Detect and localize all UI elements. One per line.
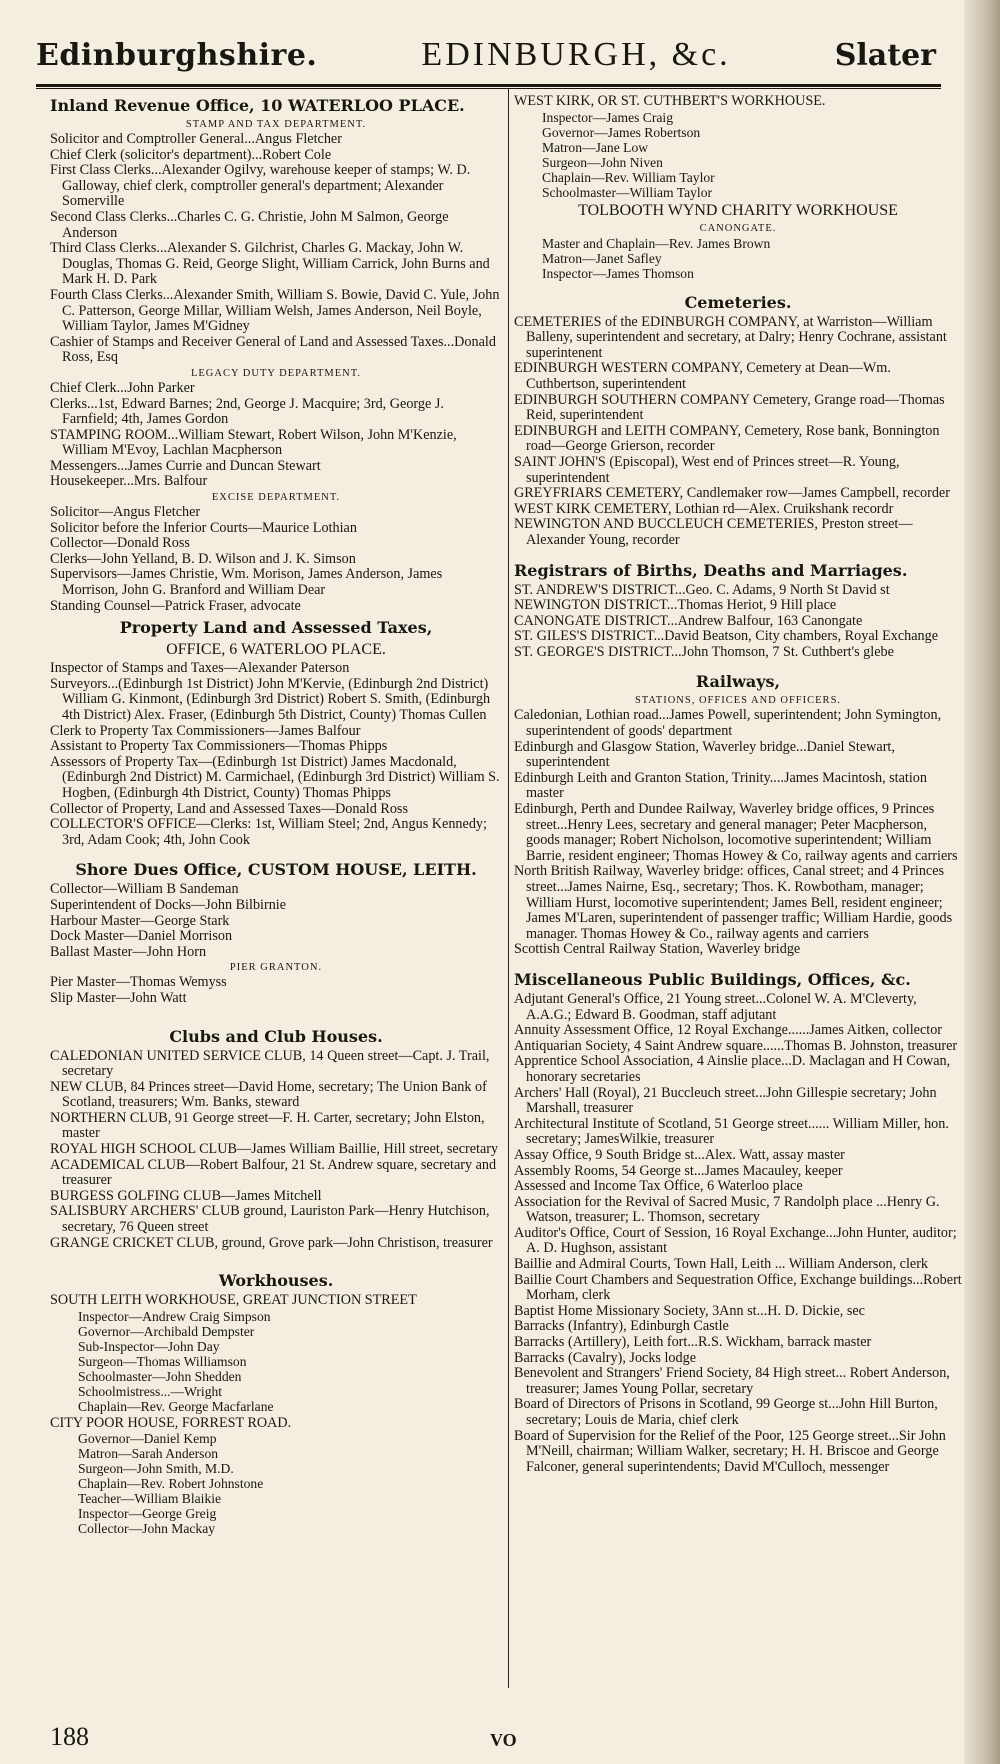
directory-entry: ST. ANDREW'S DISTRICT...Geo. C. Adams, 9 North St David st (514, 581, 890, 598)
directory-entry: Assessed and Income Tax Office, 6 Waterloo place (514, 1178, 803, 1195)
railways-title: Railways, (695, 672, 781, 692)
directory-entry: Housekeeper...Mrs. Balfour (50, 473, 208, 490)
signature-mark: VO (490, 1730, 517, 1750)
directory-entry: Master and Chaplain—Rev. James Brown (542, 235, 771, 251)
directory-entry: Assembly Rooms, 54 George st...James Macauley, keeper (514, 1162, 843, 1179)
directory-entry: CANONGATE DISTRICT...Andrew Balfour, 163 Canongate (514, 612, 863, 629)
directory-entry: Edinburgh, Perth and Dundee Railway, Waverley bridge offices, 9 Princes street...Henry Lees, secretary and general manager; Peter Macpherson, goods manager; Robert Nicholson, locomotive superintendent; William Barrie, resident engineer; Thomas Howey & Co, railway agents and carriers (514, 801, 958, 864)
directory-entry: Barracks (Cavalry), Jocks lodge (514, 1349, 697, 1366)
tolbooth-staff (514, 236, 962, 281)
directory-entry: Association for the Revival of Sacred Music, 7 Randolph place ...Henry G. Watson, treasurer; L. Thomson, secretary (514, 1193, 940, 1226)
directory-entry: Solicitor and Comptroller General...Angus Fletcher (50, 131, 342, 147)
directory-entry: SALISBURY ARCHERS' CLUB ground, Lauriston Park—Henry Hutchison, secretary, 76 Queen street (50, 1203, 490, 1236)
directory-entry: Schoolmaster—John Shedden (78, 1368, 242, 1384)
directory-entry: Matron—Janet Safley (542, 250, 662, 266)
shore-dues-entries (50, 882, 502, 960)
directory-entry: EDINBURGH SOUTHERN COMPANY Cemetery, Grange road—Thomas Reid, superintendent (514, 391, 945, 424)
misc-buildings-entries (514, 992, 962, 1475)
directory-entry: Second Class Clerks...Charles C. G. Christie, John M Salmon, George Anderson (50, 208, 449, 241)
directory-entry: Governor—James Robertson (542, 124, 701, 140)
legacy-duty-entries (50, 381, 502, 490)
directory-entry: Messengers...James Currie and Duncan Stewart (50, 457, 321, 474)
directory-entry: Inspector—James Craig (542, 109, 673, 125)
header-county: Edinburghshire. (36, 37, 318, 73)
property-tax-entries (50, 661, 502, 848)
railways-subtitle: STATIONS, OFFICES AND OFFICERS. (634, 695, 842, 707)
directory-entry: NEWINGTON AND BUCCLEUCH CEMETERIES, Preston street—Alexander Young, recorder (514, 516, 913, 548)
directory-entry: Ballast Master—John Horn (50, 943, 207, 960)
directory-entry: EDINBURGH and LEITH COMPANY, Cemetery, Rose bank, Bonnington road—George Grierson, recorder (514, 422, 940, 455)
directory-entry: Collector—William B Sandeman (50, 881, 239, 898)
directory-entry: Clerk to Property Tax Commissioners—James Balfour (50, 722, 361, 739)
south-leith-staff (50, 1309, 502, 1414)
header-publisher: Slater (834, 37, 936, 73)
directory-entry: Superintendent of Docks—John Bilbirnie (50, 896, 287, 913)
clubs-title: Clubs and Club Houses. (169, 1026, 383, 1046)
directory-entry: Assay Office, 9 South Bridge st...Alex. Watt, assay master (514, 1146, 845, 1163)
directory-entry: Pier Master—Thomas Wemyss (50, 974, 227, 991)
directory-entry: Auditor's Office, Court of Session, 16 Royal Exchange...John Hunter, auditor; A. D. Hughson, assistant (514, 1224, 957, 1257)
directory-entry: Assessors of Property Tax—(Edinburgh 1st District) James Macdonald, (Edinburgh 2nd District) M. Carmichael, (Edinburgh 3rd District) William S. Hogben, (Edinburgh 4th District, County) Thomas Phipps (50, 753, 500, 801)
directory-entry: Chief Clerk...John Parker (50, 379, 195, 396)
pier-granton-subheading: PIER GRANTON. (229, 962, 323, 974)
directory-entry: Surgeon—Thomas Williamson (78, 1353, 247, 1369)
directory-entry: Collector—Donald Ross (50, 535, 190, 552)
directory-entry: Apprentice School Association, 4 Ainslie place...D. Maclagan and H Cowan, honorary secretaries (514, 1053, 951, 1085)
directory-entry: Fourth Class Clerks...Alexander Smith, William S. Bowie, David C. Yule, John C. Patterson, George Millar, William Welsh, James Anderson, Neil Boyle, William Taylor, James M'Gidney (50, 286, 500, 335)
directory-entry: NEW CLUB, 84 Princes street—David Home, secretary; The Union Bank of Scotland, treasurers; Wm. Banks, steward (50, 1078, 487, 1111)
directory-entry: Schoolmistress...—Wright (78, 1383, 223, 1399)
directory-entry: CEMETERIES of the EDINBURGH COMPANY, at Warriston—William Balleny, superintendent and secretary, at Dalry; Henry Cochrane, assistant superintenent (514, 313, 947, 361)
directory-entry: Teacher—William Blaikie (78, 1491, 222, 1507)
directory-entry: Chaplain—Rev. William Taylor (542, 169, 715, 185)
directory-entry: ROYAL HIGH SCHOOL CLUB—James William Baillie, Hill street, secretary (50, 1141, 499, 1158)
directory-entry: Architectural Institute of Scotland, 51 George street...... William Miller, hon. secretary; JamesWilkie, treasurer (514, 1115, 949, 1148)
right-column (514, 92, 962, 1475)
directory-entry: COLLECTOR'S OFFICE—Clerks: 1st, William Steel; 2nd, Angus Kennedy; 3rd, Adam Cook; 4th, John Cook (50, 816, 487, 848)
property-tax-title: Property Land and Assessed Taxes, (119, 618, 433, 638)
directory-entry: Matron—Sarah Anderson (78, 1446, 219, 1462)
excise-subheading: EXCISE DEPARTMENT. (211, 492, 341, 504)
directory-entry: Dock Master—Daniel Morrison (50, 928, 233, 945)
column-divider (508, 88, 509, 1688)
directory-entry: Archers' Hall (Royal), 21 Buccleuch street...John Gillespie secretary; John Marshall, treasurer (514, 1084, 937, 1117)
directory-entry: GRANGE CRICKET CLUB, ground, Grove park—John Christison, treasurer (50, 1234, 493, 1251)
shore-dues-title: Shore Dues Office, CUSTOM HOUSE, LEITH. (75, 860, 477, 880)
directory-entry: ST. GEORGE'S DISTRICT...John Thomson, 7 St. Cuthbert's glebe (514, 643, 894, 660)
header-rule (36, 84, 941, 87)
directory-entry: ST. GILES'S DISTRICT...David Beatson, City chambers, Royal Exchange (514, 628, 939, 645)
left-column (50, 92, 502, 1536)
inland-revenue-title: Inland Revenue Office, 10 WATERLOO PLACE. (50, 96, 465, 115)
directory-entry: Surveyors...(Edinburgh 1st District) John M'Kervie, (Edinburgh 2nd District) William G. Kinmont, (Edinburgh 3rd District) Robert S. Smith, (Edinburgh 4th District) Alex. Fraser, (Edinburgh 5th District, County) Thomas Cullen (50, 675, 491, 723)
west-kirk-heading: WEST KIRK, OR ST. CUTHBERT'S WORKHOUSE. (514, 93, 826, 109)
directory-entry: GREYFRIARS CEMETERY, Candlemaker row—James Campbell, recorder (514, 485, 950, 502)
directory-entry: Collector of Property, Land and Assessed Taxes—Donald Ross (50, 800, 408, 817)
south-leith-workhouse-heading: SOUTH LEITH WORKHOUSE, GREAT JUNCTION STREET (50, 1292, 417, 1309)
excise-entries (50, 505, 502, 614)
directory-entry: Board of Directors of Prisons in Scotland, 99 George st...John Hill Burton, secretary; Louis de Maria, chief clerk (514, 1396, 938, 1428)
directory-entry: NORTHERN CLUB, 91 George street—F. H. Carter, secretary; John Elston, master (50, 1109, 485, 1142)
directory-entry: Inspector—George Greig (78, 1506, 217, 1522)
directory-entry: Edinburgh and Glasgow Station, Waverley bridge...Daniel Stewart, superintendent (514, 738, 895, 771)
west-kirk-staff (514, 110, 962, 200)
directory-entry: Governor—Daniel Kemp (78, 1431, 217, 1447)
directory-entry: Solicitor—Angus Fletcher (50, 504, 201, 521)
directory-entry: Antiquarian Society, 4 Saint Andrew square......Thomas B. Johnston, treasurer (514, 1037, 958, 1054)
city-poor-house-heading: CITY POOR HOUSE, FORREST ROAD. (50, 1414, 292, 1431)
railways-entries (514, 708, 962, 958)
directory-entry: Caledonian, Lothian road...James Powell, superintendent; John Symington, superintendent of goods' department (514, 707, 942, 740)
directory-entry: NEWINGTON DISTRICT...Thomas Heriot, 9 Hill place (514, 597, 837, 614)
directory-entry: Slip Master—John Watt (50, 989, 187, 1006)
directory-entry: CALEDONIAN UNITED SERVICE CLUB, 14 Queen street—Capt. J. Trail, secretary (50, 1047, 490, 1080)
tolbooth-heading: TOLBOOTH WYND CHARITY WORKHOUSE (578, 201, 898, 219)
directory-entry: STAMPING ROOM...William Stewart, Robert Wilson, John M'Kenzie, William M'Evoy, Lachlan Macpherson (50, 426, 457, 459)
cemeteries-entries (514, 315, 962, 549)
directory-entry: Barracks (Artillery), Leith fort...R.S. Wickham, barrack master (514, 1334, 872, 1351)
directory-entry: Annuity Assessment Office, 12 Royal Exchange......James Aitken, collector (514, 1022, 943, 1039)
directory-entry: Chief Clerk (solicitor's department)...Robert Cole (50, 146, 332, 163)
directory-entry: Cashier of Stamps and Receiver General of Land and Assessed Taxes...Donald Ross, Esq (50, 333, 496, 366)
directory-entry: Chaplain—Rev. Robert Johnstone (78, 1476, 264, 1492)
directory-entry: Third Class Clerks...Alexander S. Gilchrist, Charles G. Mackay, John W. Douglas, Thomas G. Reid, George Slight, William Carrick, John Burns and Mark H. D. Park (50, 240, 490, 288)
directory-entry: Supervisors—James Christie, Wm. Morison, James Anderson, James Morrison, John G. Branford and William Dear (50, 566, 443, 599)
legacy-duty-subheading: LEGACY DUTY DEPARTMENT. (190, 367, 362, 379)
directory-entry: SAINT JOHN'S (Episcopal), West end of Princes street—R. Young, superintendent (514, 453, 900, 486)
directory-entry: Board of Supervision for the Relief of the Poor, 125 George street...Sir John M'Neill, chairman; William Walker, secretary; H. H. Briscoe and George Falconer, general superintendents; David M'Culloch, messenger (514, 1427, 946, 1475)
directory-entry: Baillie Court Chambers and Sequestration Office, Exchange buildings...Robert Morham, clerk (514, 1271, 962, 1304)
directory-entry: Schoolmaster—William Taylor (542, 184, 713, 200)
directory-entry: ACADEMICAL CLUB—Robert Balfour, 21 St. Andrew square, secretary and treasurer (50, 1156, 497, 1189)
directory-entry: Standing Counsel—Patrick Fraser, advocate (50, 597, 301, 614)
directory-entry: Clerks...1st, Edward Barnes; 2nd, George J. Macquire; 3rd, George J. Farnfield; 4th, James Gordon (50, 395, 444, 428)
book-spine-edge (964, 0, 1000, 1764)
directory-entry: EDINBURGH WESTERN COMPANY, Cemetery at Dean—Wm. Cuthbertson, superintendent (514, 360, 891, 392)
directory-entry: Surgeon—John Niven (542, 154, 663, 170)
header-title: EDINBURGH, &c. (421, 36, 731, 73)
directory-entry: Scottish Central Railway Station, Waverley bridge (514, 941, 801, 958)
directory-entry: Collector—John Mackay (78, 1521, 216, 1537)
directory-entry: WEST KIRK CEMETERY, Lothian rd—Alex. Cruikshank recordr (514, 500, 894, 517)
directory-entry: Sub-Inspector—John Day (78, 1338, 220, 1354)
property-tax-subtitle: OFFICE, 6 WATERLOO PLACE. (166, 641, 386, 659)
canongate-subheading: CANONGATE. (699, 222, 777, 234)
directory-entry: North British Railway, Waverley bridge: offices, Canal street; and 4 Princes street...James Nairne, Esq., secretary; Thos. K. Rowbotham, manager; William Hurst, locomotive superintendent; James Bell, resident engineer; James M'Laren, superintendent of passenger traffic; William Hardie, goods manager. Thomas Howey & Co., railway agents and carriers (514, 863, 953, 942)
directory-entry: Inspector—Andrew Craig Simpson (78, 1308, 271, 1324)
directory-entry: Inspector—James Thomson (542, 265, 694, 281)
directory-entry: Baptist Home Missionary Society, 3Ann st...H. D. Dickie, sec (514, 1302, 865, 1319)
cemeteries-title: Cemeteries. (684, 292, 792, 312)
directory-entry: Solicitor before the Inferior Courts—Maurice Lothian (50, 519, 357, 536)
directory-entry: Baillie and Admiral Courts, Town Hall, Leith ... William Anderson, clerk (514, 1256, 929, 1273)
directory-entry: First Class Clerks...Alexander Ogilvy, warehouse keeper of stamps; W. D. Galloway, chief clerk, comptroller general's department; Alexander Somerville (50, 162, 471, 210)
directory-entry: Chaplain—Rev. George Macfarlane (78, 1398, 274, 1414)
directory-entry: Adjutant General's Office, 21 Young street...Colonel W. A. M'Cleverty, A.A.G.; Edward B. Goodman, staff adjutant (514, 990, 917, 1023)
registrars-entries (514, 583, 962, 661)
directory-entry: Governor—Archibald Dempster (78, 1323, 255, 1339)
stamp-tax-entries (50, 132, 502, 366)
pier-entries (50, 975, 502, 1006)
directory-entry: Barracks (Infantry), Edinburgh Castle (514, 1318, 729, 1335)
directory-entry: Surgeon—John Smith, M.D. (78, 1461, 234, 1477)
directory-entry: Matron—Jane Low (542, 139, 649, 155)
directory-entry: Assistant to Property Tax Commissioners—Thomas Phipps (50, 738, 388, 755)
header-rule-thin (36, 88, 941, 89)
page-number: 188 (50, 1722, 89, 1751)
page-header (36, 28, 936, 82)
directory-entry: Edinburgh Leith and Granton Station, Trinity....James Macintosh, station master (514, 769, 927, 802)
directory-entry: Clerks—John Yelland, B. D. Wilson and J. K. Simson (50, 550, 356, 567)
clubs-entries (50, 1049, 502, 1252)
workhouses-title: Workhouses. (218, 1271, 334, 1291)
stamp-tax-subheading: STAMP AND TAX DEPARTMENT. (185, 119, 367, 130)
directory-entry: Benevolent and Strangers' Friend Society, 84 High street... Robert Anderson, treasurer; James Young Pollar, secretary (514, 1365, 950, 1397)
misc-buildings-title: Miscellaneous Public Buildings, Offices, &c. (514, 969, 911, 989)
directory-entry: Inspector of Stamps and Taxes—Alexander Paterson (50, 660, 350, 677)
directory-entry: Harbour Master—George Stark (50, 912, 230, 929)
directory-entry: BURGESS GOLFING CLUB—James Mitchell (50, 1187, 322, 1204)
city-poor-house-staff (50, 1431, 502, 1536)
registrars-title: Registrars of Births, Deaths and Marriages. (514, 560, 908, 580)
